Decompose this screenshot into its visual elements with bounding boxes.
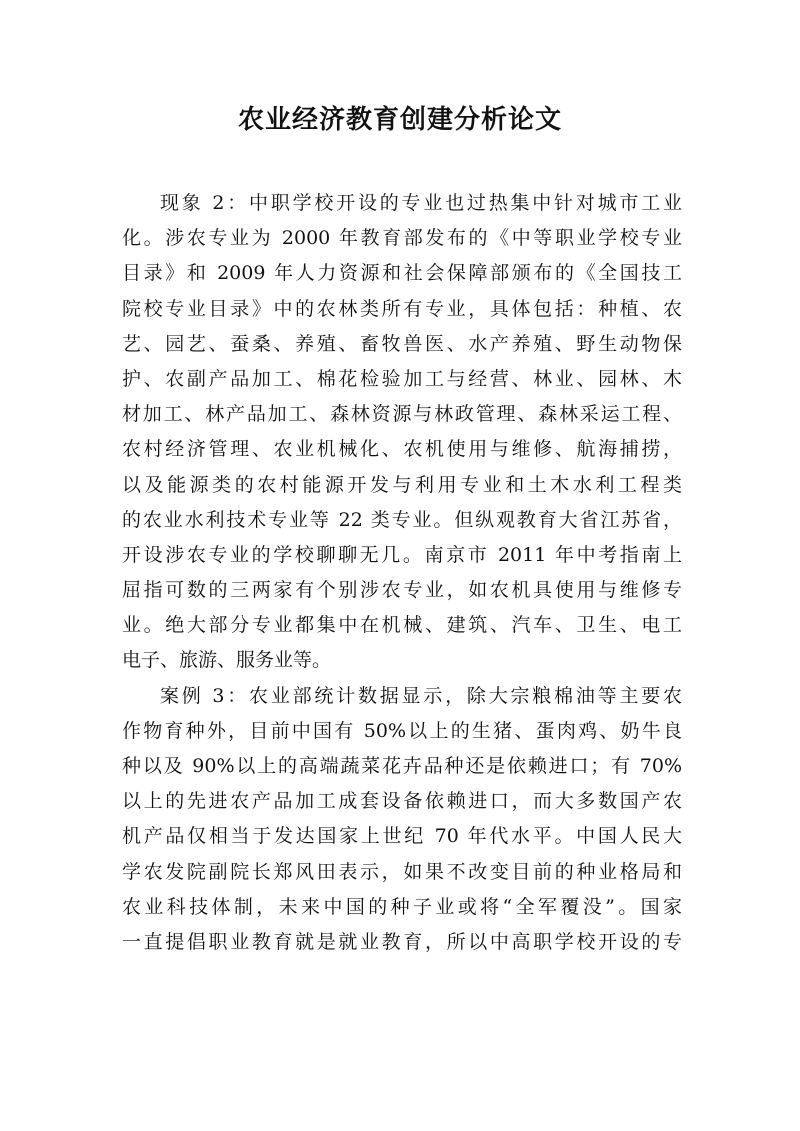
paragraph-phenomenon-2 xyxy=(122,186,682,679)
text-line: 电子、旅游、服务业等。 xyxy=(122,649,332,672)
document-title: 农业经济教育创建分析论文 xyxy=(237,105,562,135)
text-line: 一直提倡职业教育就是就业教育，所以中高职学校开设的专 xyxy=(122,930,682,953)
document-body xyxy=(122,186,682,960)
text-line: 种以及 90%以上的高端蔬菜花卉品种还是依赖进口；有 70% xyxy=(122,755,682,777)
text-line: 机产品仅相当于发达国家上世纪 70 年代水平。中国人民大 xyxy=(122,825,682,848)
text-line: 院校专业目录》中的农林类所有专业，具体包括：种植、农 xyxy=(122,297,682,320)
text-line: 案例 3：农业部统计数据显示，除大宗粮棉油等主要农 xyxy=(160,684,682,707)
text-line: 屈指可数的三两家有个别涉农专业，如农机具使用与维修专 xyxy=(122,579,682,602)
text-line: 的农业水利技术专业等 22 类专业。但纵观教育大省江苏省， xyxy=(122,508,682,531)
text-line: 现象 2：中职学校开设的专业也过热集中针对城市工业 xyxy=(160,192,682,214)
text-line: 材加工、林产品加工、森林资源与林政管理、森林采运工程、 xyxy=(122,403,682,426)
text-line: 业。绝大部分专业都集中在机械、建筑、汽车、卫生、电工 xyxy=(122,614,682,637)
text-line: 开设涉农专业的学校聊聊无几。南京市 2011 年中考指南上 xyxy=(122,543,682,566)
text-line: 目录》和 2009 年人力资源和社会保障部颁布的《全国技工 xyxy=(122,262,682,285)
text-line: 农村经济管理、农业机械化、农机使用与维修、航海捕捞， xyxy=(122,438,682,461)
text-line: 护、农副产品加工、棉花检验加工与经营、林业、园林、木 xyxy=(122,367,682,390)
text-line: 作物育种外，目前中国有 50%以上的生猪、蛋肉鸡、奶牛良 xyxy=(122,719,682,742)
text-line: 艺、园艺、蚕桑、养殖、畜牧兽医、水产养殖、野生动物保 xyxy=(122,332,682,355)
text-line: 化。涉农专业为 2000 年教育部发布的《中等职业学校专业 xyxy=(122,227,682,250)
text-line: 学农发院副院长郑风田表示，如果不改变目前的种业格局和 xyxy=(122,860,682,883)
text-line: 以上的先进农产品加工成套设备依赖进口，而大多数国产农 xyxy=(122,790,682,813)
text-line: 以及能源类的农村能源开发与利用专业和土木水利工程类 xyxy=(122,473,682,496)
paragraph-case-3 xyxy=(122,679,682,961)
text-line: 农业科技体制，未来中国的种子业或将“全军覆没”。国家 xyxy=(122,895,682,918)
